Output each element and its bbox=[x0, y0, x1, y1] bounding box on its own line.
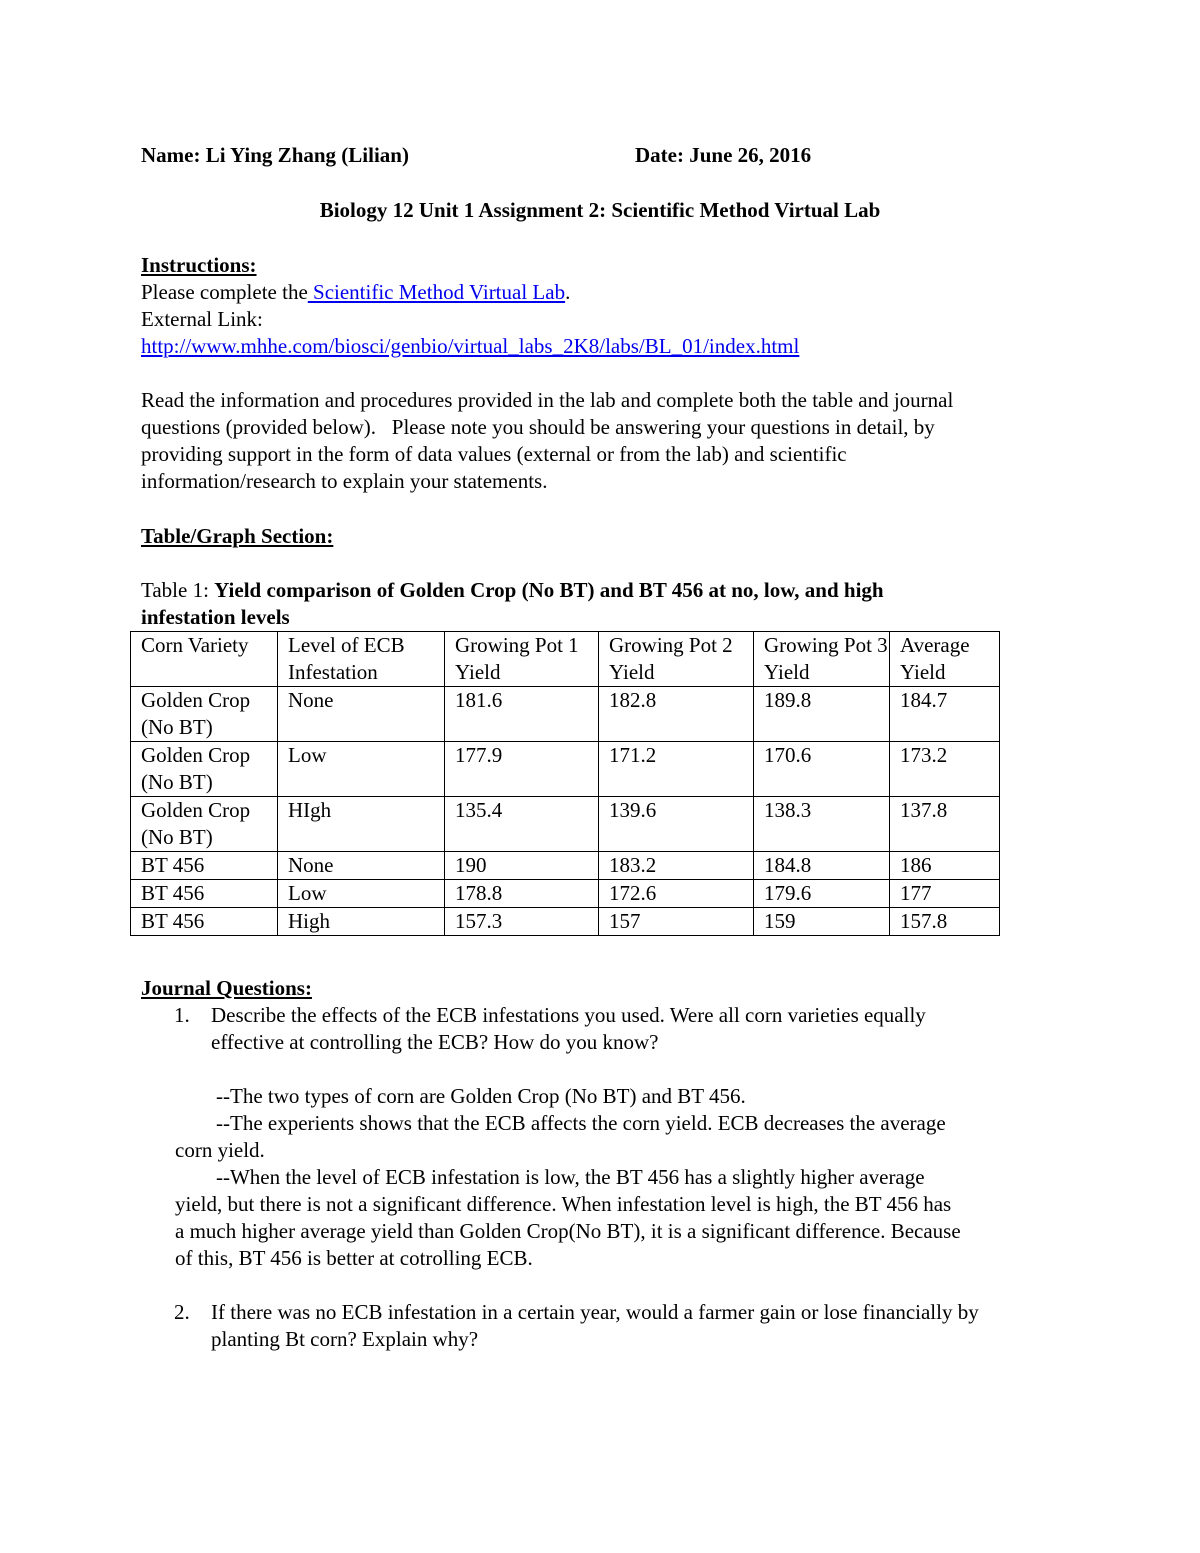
table-cell: 189.8 bbox=[754, 687, 890, 742]
question-item bbox=[141, 1002, 1071, 1056]
table-cell: 139.6 bbox=[599, 797, 754, 852]
header-line bbox=[141, 142, 1071, 169]
instructions-suffix: . bbox=[565, 280, 571, 304]
question-text: If there was no ECB infestation in a certain year, would a farmer gain or lose financially by bbox=[211, 1300, 979, 1324]
table-cell: None bbox=[278, 687, 445, 742]
table-cell: 182.8 bbox=[599, 687, 754, 742]
table-cell: 159 bbox=[754, 908, 890, 936]
answer-line: corn yield. bbox=[175, 1138, 265, 1162]
paragraph-line: questions (provided below). Please note you should be answering your questions in detail, by bbox=[141, 415, 935, 439]
question-text: effective at controlling the ECB? How do you know? bbox=[211, 1030, 659, 1054]
table-cell: BT 456 bbox=[131, 880, 278, 908]
instructions-heading: Instructions: bbox=[141, 253, 257, 277]
answer-line: --The experients shows that the ECB affects the corn yield. ECB decreases the average bbox=[216, 1111, 946, 1135]
answer-1 bbox=[141, 1083, 1071, 1272]
table-cell: 157.3 bbox=[445, 908, 599, 936]
paragraph-line: information/research to explain your statements. bbox=[141, 469, 548, 493]
table-cell: 138.3 bbox=[754, 797, 890, 852]
journal-questions bbox=[141, 1002, 1071, 1056]
table-header-row bbox=[131, 632, 1000, 687]
paragraph-line: providing support in the form of data values (external or from the lab) and scientific bbox=[141, 442, 847, 466]
table-cell: Low bbox=[278, 880, 445, 908]
table-cell: 183.2 bbox=[599, 852, 754, 880]
table-cell: 184.7 bbox=[890, 687, 1000, 742]
column-header: Level of ECB Infestation bbox=[278, 632, 445, 687]
table-cell: 181.6 bbox=[445, 687, 599, 742]
table-cell: 170.6 bbox=[754, 742, 890, 797]
assignment-date: Date: June 26, 2016 bbox=[635, 143, 812, 167]
caption-title: Yield comparison of Golden Crop (No BT) and BT 456 at no, low, and high bbox=[214, 578, 884, 602]
instructions-prefix: Please complete the bbox=[141, 280, 308, 304]
table-cell: 179.6 bbox=[754, 880, 890, 908]
table-cell: 172.6 bbox=[599, 880, 754, 908]
column-header: Growing Pot 3 Yield bbox=[754, 632, 890, 687]
table-row bbox=[131, 852, 1000, 880]
document-page bbox=[141, 142, 1071, 1353]
instructions-line bbox=[141, 279, 1071, 306]
answer-line: of this, BT 456 is better at cotrolling ECB. bbox=[175, 1246, 533, 1270]
table-cell: HIgh bbox=[278, 797, 445, 852]
student-name: Name: Li Ying Zhang (Lilian) bbox=[141, 143, 409, 167]
external-link-label: External Link: bbox=[141, 307, 263, 331]
table-cell: 171.2 bbox=[599, 742, 754, 797]
table-cell: BT 456 bbox=[131, 908, 278, 936]
answer-line: --The two types of corn are Golden Crop (No BT) and BT 456. bbox=[216, 1084, 746, 1108]
table-cell: Golden Crop (No BT) bbox=[131, 687, 278, 742]
document-title: Biology 12 Unit 1 Assignment 2: Scientific Method Virtual Lab bbox=[319, 198, 881, 222]
table-cell: Low bbox=[278, 742, 445, 797]
table-cell: 173.2 bbox=[890, 742, 1000, 797]
column-header: Corn Variety bbox=[131, 632, 278, 687]
table-row bbox=[131, 742, 1000, 797]
external-url-link[interactable]: http://www.mhhe.com/biosci/genbio/virtual_labs_2K8/labs/BL_01/index.html bbox=[141, 334, 800, 358]
paragraph-line: Read the information and procedures provided in the lab and complete both the table and journal bbox=[141, 388, 954, 412]
caption-prefix: Table 1: bbox=[141, 578, 215, 602]
table-cell: 186 bbox=[890, 852, 1000, 880]
question-text: Describe the effects of the ECB infestations you used. Were all corn varieties equally bbox=[211, 1003, 926, 1027]
table-cell: 178.8 bbox=[445, 880, 599, 908]
answer-line: --When the level of ECB infestation is low, the BT 456 has a slightly higher average bbox=[216, 1165, 925, 1189]
table-section-heading: Table/Graph Section: bbox=[141, 524, 334, 548]
virtual-lab-link[interactable]: Scientific Method Virtual Lab bbox=[307, 280, 566, 304]
table-cell: 184.8 bbox=[754, 852, 890, 880]
table-cell: High bbox=[278, 908, 445, 936]
table-row bbox=[131, 880, 1000, 908]
table-cell: Golden Crop (No BT) bbox=[131, 797, 278, 852]
table-cell: 177.9 bbox=[445, 742, 599, 797]
column-header: Average Yield bbox=[890, 632, 1000, 687]
table-cell: BT 456 bbox=[131, 852, 278, 880]
column-header: Growing Pot 1 Yield bbox=[445, 632, 599, 687]
yield-table bbox=[130, 631, 1000, 936]
table-cell: None bbox=[278, 852, 445, 880]
answer-line: a much higher average yield than Golden Crop(No BT), it is a significant difference. Because bbox=[175, 1219, 961, 1243]
table-cell: 135.4 bbox=[445, 797, 599, 852]
table-cell: 137.8 bbox=[890, 797, 1000, 852]
table-row bbox=[131, 908, 1000, 936]
table-cell: 177 bbox=[890, 880, 1000, 908]
journal-heading: Journal Questions: bbox=[141, 976, 312, 1000]
question-number: 2. bbox=[174, 1300, 190, 1324]
instructions-paragraph bbox=[141, 387, 1071, 495]
table-caption bbox=[141, 577, 1071, 631]
question-text: planting Bt corn? Explain why? bbox=[211, 1327, 479, 1351]
caption-title-cont: infestation levels bbox=[141, 605, 290, 629]
table-cell: 157.8 bbox=[890, 908, 1000, 936]
answer-line: yield, but there is not a significant difference. When infestation level is high, the BT 456 has bbox=[175, 1192, 952, 1216]
table-cell: 157 bbox=[599, 908, 754, 936]
question-number: 1. bbox=[174, 1003, 190, 1027]
question-item bbox=[141, 1299, 1071, 1353]
table-cell: Golden Crop (No BT) bbox=[131, 742, 278, 797]
table-cell: 190 bbox=[445, 852, 599, 880]
journal-questions bbox=[141, 1299, 1071, 1353]
column-header: Growing Pot 2 Yield bbox=[599, 632, 754, 687]
table-row bbox=[131, 797, 1000, 852]
table-row bbox=[131, 687, 1000, 742]
